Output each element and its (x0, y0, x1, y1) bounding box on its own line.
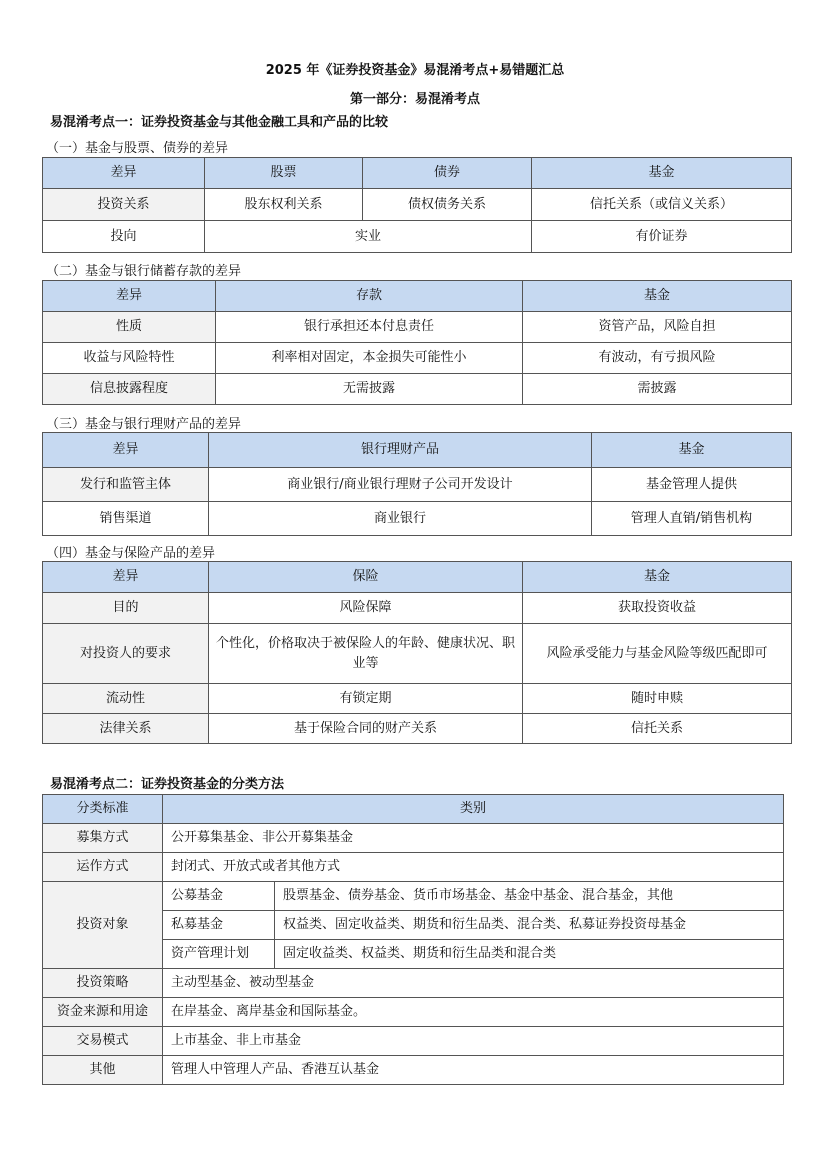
header-cell: 债券 (363, 158, 532, 189)
table-cell: 风险承受能力与基金风险等级匹配即可 (523, 624, 792, 684)
row-label: 收益与风险特性 (43, 343, 216, 374)
header-cell: 基金 (592, 433, 792, 468)
row-label: 信息披露程度 (43, 374, 216, 405)
table-fund-classification (42, 794, 784, 1085)
sub-label: 私募基金 (163, 911, 275, 940)
table-cell: 主动型基金、被动型基金 (163, 969, 784, 998)
row-label: 销售渠道 (43, 502, 209, 536)
table-row (43, 714, 792, 744)
table-row (43, 824, 784, 853)
table-header-row (43, 433, 792, 468)
table-row (43, 624, 792, 684)
row-label: 运作方式 (43, 853, 163, 882)
table-cell: 上市基金、非上市基金 (163, 1027, 784, 1056)
table-header-row (43, 281, 792, 312)
table-cell: 银行承担还本付息责任 (216, 312, 523, 343)
table-row (43, 343, 792, 374)
table-header-row (43, 158, 792, 189)
table-cell: 债权债务关系 (363, 189, 532, 221)
table-fund-vs-bank-wealth (42, 432, 792, 536)
table-cell: 随时申赎 (523, 684, 792, 714)
table-cell: 在岸基金、离岸基金和国际基金。 (163, 998, 784, 1027)
sub-label: 资产管理计划 (163, 940, 275, 969)
table-cell: 个性化，价格取决于被保险人的年龄、健康状况、职业等 (209, 624, 523, 684)
header-cell: 基金 (532, 158, 792, 189)
t3-caption: （三）基金与银行理财产品的差异 (46, 417, 242, 432)
table-cell: 封闭式、开放式或者其他方式 (163, 853, 784, 882)
table-cell: 管理人直销/销售机构 (592, 502, 792, 536)
table-cell: 股票基金、债券基金、货币市场基金、基金中基金、混合基金，其他 (275, 882, 784, 911)
table-cell: 实业 (205, 221, 532, 253)
table-cell: 权益类、固定收益类、期货和衍生品类、混合类、私募证券投资母基金 (275, 911, 784, 940)
table-fund-vs-stock-bond (42, 157, 792, 253)
t1-caption: （一）基金与股票、债券的差异 (46, 141, 229, 156)
row-label: 交易模式 (43, 1027, 163, 1056)
header-cell: 基金 (523, 562, 792, 593)
header-cell: 分类标准 (43, 795, 163, 824)
table-cell: 固定收益类、权益类、期货和衍生品类和混合类 (275, 940, 784, 969)
row-label: 对投资人的要求 (43, 624, 209, 684)
table-row (43, 374, 792, 405)
table-row (43, 1056, 784, 1085)
table-cell: 需披露 (523, 374, 792, 405)
header-cell: 差异 (43, 562, 209, 593)
header-cell: 差异 (43, 158, 205, 189)
row-label: 性质 (43, 312, 216, 343)
header-cell: 存款 (216, 281, 523, 312)
row-label: 资金来源和用途 (43, 998, 163, 1027)
table-row (43, 882, 784, 911)
table-cell: 有波动，有亏损风险 (523, 343, 792, 374)
table-cell: 公开募集基金、非公开募集基金 (163, 824, 784, 853)
table-cell: 无需披露 (216, 374, 523, 405)
table-cell: 商业银行/商业银行理财子公司开发设计 (209, 468, 592, 502)
table-row (43, 468, 792, 502)
table-row (43, 684, 792, 714)
header-cell: 类别 (163, 795, 784, 824)
header-cell: 基金 (523, 281, 792, 312)
table-fund-vs-deposit (42, 280, 792, 405)
table-row (43, 221, 792, 253)
table-cell: 信托关系 (523, 714, 792, 744)
table-cell: 基于保险合同的财产关系 (209, 714, 523, 744)
table-cell: 股东权利关系 (205, 189, 363, 221)
row-label: 法律关系 (43, 714, 209, 744)
row-label: 其他 (43, 1056, 163, 1085)
row-label: 投向 (43, 221, 205, 253)
header-cell: 差异 (43, 433, 209, 468)
table-row (43, 1027, 784, 1056)
table-cell: 风险保障 (209, 593, 523, 624)
table-row (43, 502, 792, 536)
table-row (43, 998, 784, 1027)
t4-caption: （四）基金与保险产品的差异 (46, 546, 216, 561)
row-label: 投资策略 (43, 969, 163, 998)
table-cell: 有锁定期 (209, 684, 523, 714)
header-cell: 股票 (205, 158, 363, 189)
table-cell: 管理人中管理人产品、香港互认基金 (163, 1056, 784, 1085)
row-label: 投资关系 (43, 189, 205, 221)
table-cell: 有价证券 (532, 221, 792, 253)
part-title: 第一部分：易混淆考点 (349, 92, 480, 107)
row-label: 流动性 (43, 684, 209, 714)
row-label: 目的 (43, 593, 209, 624)
section2-heading: 易混淆考点二：证券投资基金的分类方法 (50, 777, 285, 792)
table-cell: 基金管理人提供 (592, 468, 792, 502)
table-cell: 获取投资收益 (523, 593, 792, 624)
row-label: 募集方式 (43, 824, 163, 853)
table-cell: 商业银行 (209, 502, 592, 536)
header-cell: 银行理财产品 (209, 433, 592, 468)
table-header-row (43, 562, 792, 593)
table-cell: 资管产品，风险自担 (523, 312, 792, 343)
sub-label: 公募基金 (163, 882, 275, 911)
table-row (43, 189, 792, 221)
table-row (43, 312, 792, 343)
table-cell: 信托关系（或信义关系） (532, 189, 792, 221)
table-row (43, 969, 784, 998)
t2-caption: （二）基金与银行储蓄存款的差异 (46, 264, 242, 279)
row-label: 投资对象 (43, 882, 163, 969)
row-label: 发行和监管主体 (43, 468, 209, 502)
table-row (43, 593, 792, 624)
header-cell: 保险 (209, 562, 523, 593)
table-cell: 利率相对固定，本金损失可能性小 (216, 343, 523, 374)
section1-heading: 易混淆考点一：证券投资基金与其他金融工具和产品的比较 (50, 115, 389, 130)
table-row (43, 853, 784, 882)
table-header-row (43, 795, 784, 824)
header-cell: 差异 (43, 281, 216, 312)
table-fund-vs-insurance (42, 561, 792, 744)
document-title: 2025 年《证券投资基金》易混淆考点+易错题汇总 (265, 63, 565, 78)
